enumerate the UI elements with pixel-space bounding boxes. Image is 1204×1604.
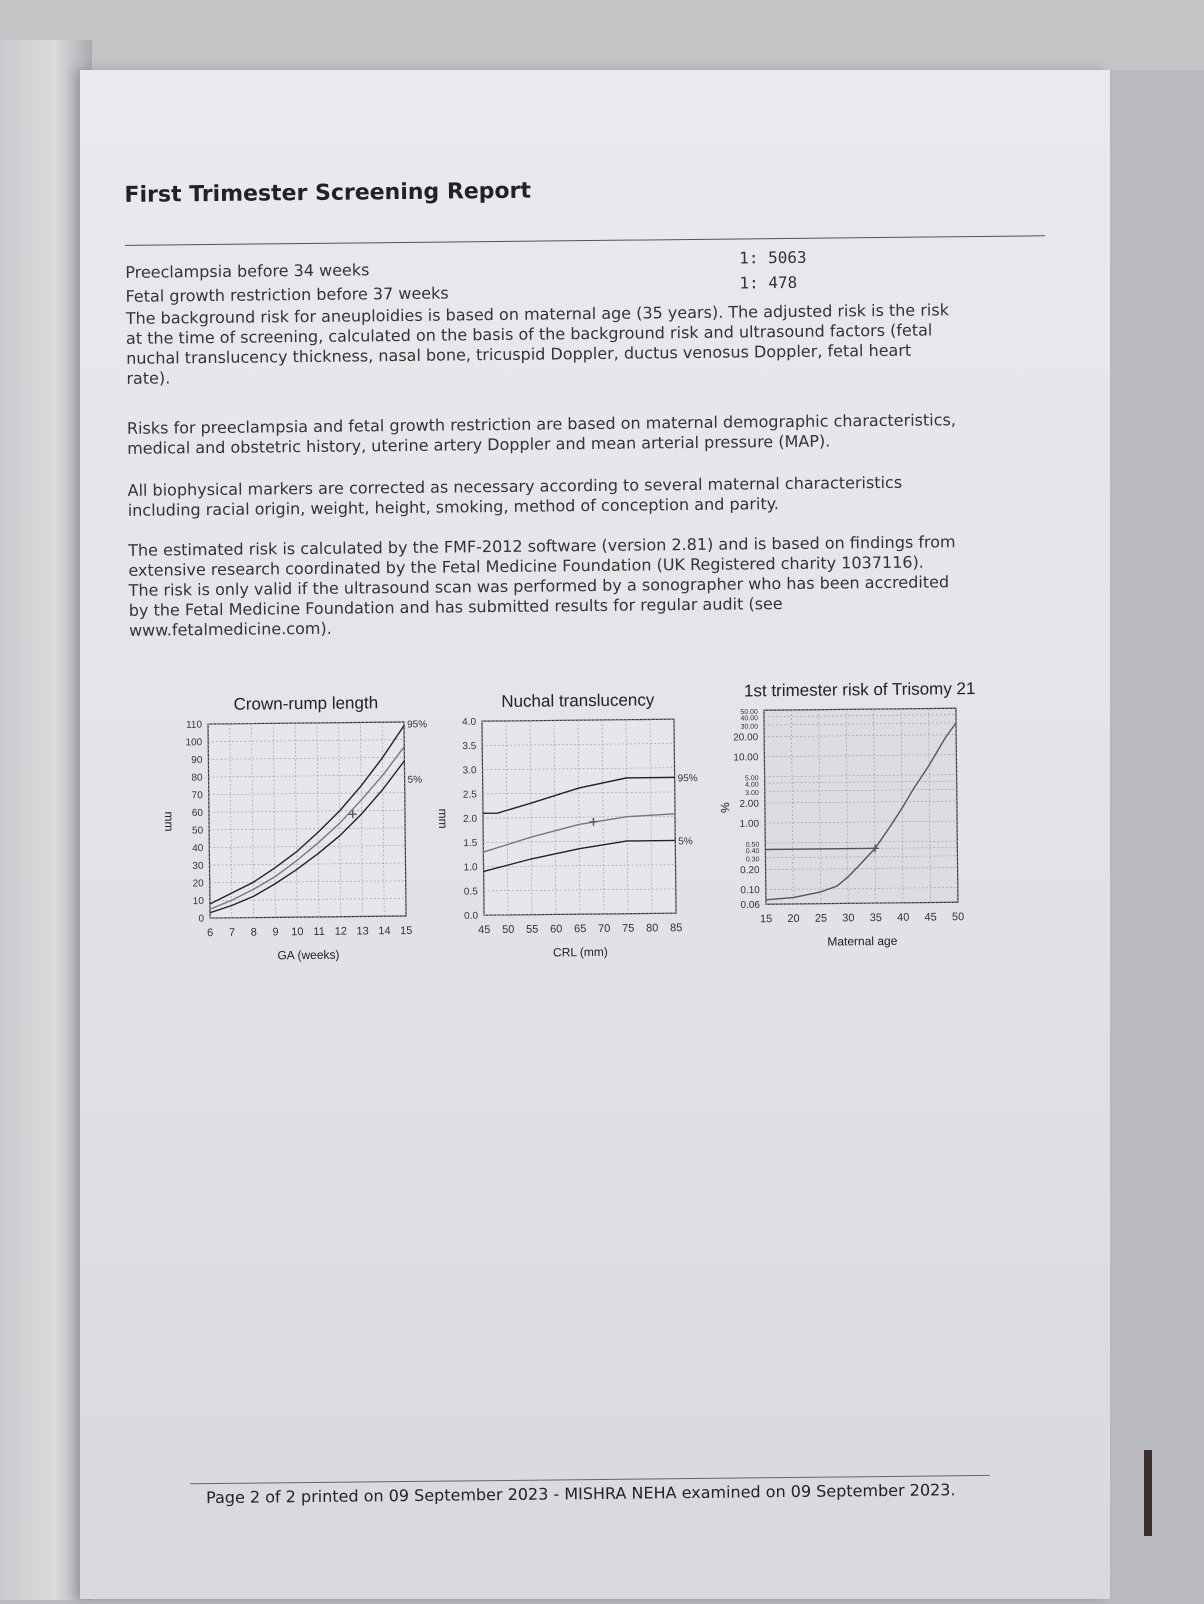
chart-title: Crown-rump length xyxy=(233,693,379,714)
y-tick-label: 4.00 xyxy=(745,781,759,789)
y-tick-label: 5.00 xyxy=(744,775,759,783)
chart-title: Nuchal translucency xyxy=(501,690,655,711)
report-content xyxy=(75,65,1121,1604)
y-tick-label: 100 xyxy=(185,737,203,749)
y-axis-label: % xyxy=(717,802,732,814)
x-tick-label: 11 xyxy=(313,925,325,938)
x-axis-label: Maternal age xyxy=(827,933,898,949)
y-tick-label: 30 xyxy=(192,860,204,872)
y-tick-label: 1.0 xyxy=(463,862,478,874)
y-tick-label: 10 xyxy=(192,895,204,908)
x-tick-label: 20 xyxy=(787,912,800,926)
x-tick-label: 7 xyxy=(228,926,236,939)
risk-label-fgr: Fetal growth restriction before 37 weeks xyxy=(125,283,449,306)
y-tick-label: 1.00 xyxy=(739,818,760,830)
y-tick-label: 0.0 xyxy=(464,910,479,922)
y-tick-label: 0.06 xyxy=(740,899,761,911)
paragraph-preeclampsia-risk: Risks for preeclampsia and fetal growth restriction are based on maternal demographic characteristics, medical and obstetric history, uterine artery Doppler and mean arterial pressure (MAP). xyxy=(126,410,956,458)
x-tick-label: 6 xyxy=(207,927,214,940)
x-tick-label: 75 xyxy=(622,922,635,935)
page-title: First Trimester Screening Report xyxy=(124,178,532,208)
x-tick-label: 65 xyxy=(574,923,587,936)
chart-title: 1st trimester risk of Trisomy 21 xyxy=(743,679,976,701)
y-tick-label: 3.5 xyxy=(462,741,477,753)
binder-edge xyxy=(1144,1450,1152,1536)
y-tick-label: 1.5 xyxy=(463,838,478,850)
x-tick-label: 9 xyxy=(272,926,279,939)
x-tick-label: 50 xyxy=(502,923,515,936)
y-tick-label: 0.10 xyxy=(740,885,760,897)
y-tick-label: 0.50 xyxy=(745,841,760,849)
y-tick-label: 2.5 xyxy=(462,789,477,801)
y-axis-label: mm xyxy=(161,811,177,832)
x-tick-label: 10 xyxy=(291,926,304,939)
risk-value-fgr: 1: 478 xyxy=(739,272,798,293)
y-tick-label: 0.40 xyxy=(745,848,760,856)
y-tick-label: 30.00 xyxy=(740,723,759,731)
y-tick-label: 2.0 xyxy=(463,813,478,825)
y-tick-label: 3.0 xyxy=(462,765,477,777)
x-tick-label: 25 xyxy=(814,912,828,925)
x-tick-label: 60 xyxy=(550,923,563,936)
background-strip xyxy=(0,0,1204,70)
x-tick-label: 8 xyxy=(250,926,257,939)
y-tick-label: 10.00 xyxy=(733,752,759,764)
series-label: 95% xyxy=(406,719,428,731)
y-tick-label: 0.5 xyxy=(463,886,478,898)
x-tick-label: 15 xyxy=(400,924,413,938)
series-label: 5% xyxy=(407,774,423,786)
title-divider xyxy=(125,235,1045,246)
series-label: 5% xyxy=(678,836,693,848)
x-tick-label: 70 xyxy=(598,922,611,935)
x-tick-label: 35 xyxy=(869,912,882,925)
x-tick-label: 50 xyxy=(951,911,965,924)
report-sheet xyxy=(80,70,1110,1599)
y-tick-label: 80 xyxy=(191,772,203,784)
x-tick-label: 85 xyxy=(670,922,683,935)
x-tick-label: 45 xyxy=(478,924,491,937)
y-tick-label: 40 xyxy=(192,843,204,855)
page-footer: Page 2 of 2 printed on 09 September 2023 - MISHRA NEHA examined on 09 September 2023. xyxy=(206,1480,956,1508)
y-tick-label: 50 xyxy=(191,825,204,837)
x-tick-label: 12 xyxy=(334,925,348,938)
chart-trisomy21-risk xyxy=(689,666,976,963)
paragraph-background-risk: The background risk for aneuploidies is based on maternal age (35 years). The adjusted risk is the risk at the time of screening, calculated on the basis of the background risk and ultrasound factors (fetal nuchal translucency thickness, nasal bone, tricuspid Doppler, ductus venosus Doppler, fetal heart rate). xyxy=(125,300,950,388)
y-tick-label: 50.00 xyxy=(740,708,758,716)
y-tick-label: 4.0 xyxy=(462,716,477,728)
x-tick-label: 80 xyxy=(646,922,659,935)
y-tick-label: 40.00 xyxy=(740,715,759,723)
x-tick-label: 45 xyxy=(924,911,937,924)
y-tick-label: 2.00 xyxy=(739,798,759,810)
y-axis-label: mm xyxy=(435,808,451,829)
x-tick-label: 13 xyxy=(356,925,369,938)
paragraph-software: The estimated risk is calculated by the FMF-2012 software (version 2.81) and is based on findings from extensive research coordinated by the Fetal Medicine Foundation (UK Registered charity 1037116). The risk is only valid if the ultrasound scan was performed by a sonographer who has been accredited by the Fetal Medicine Foundation and has submitted results for regular audit (see www.fetalmedicine.com). xyxy=(128,532,956,640)
x-tick-label: 30 xyxy=(842,912,855,925)
y-tick-label: 20.00 xyxy=(733,732,759,744)
y-tick-label: 0.20 xyxy=(740,865,760,877)
y-tick-label: 90 xyxy=(191,754,203,767)
chart-nuchal-translucency xyxy=(412,675,698,972)
x-axis-label: CRL (mm) xyxy=(552,944,608,960)
plot-area xyxy=(208,722,406,918)
y-tick-label: 110 xyxy=(186,719,203,731)
series-label: 95% xyxy=(677,773,698,785)
y-tick-label: 20 xyxy=(192,878,204,890)
paragraph-biophysical-markers: All biophysical markers are corrected as necessary according to several maternal characteristics including racial origin, weight, height, smoking, method of conception and parity. xyxy=(127,472,903,520)
x-tick-label: 14 xyxy=(378,925,391,938)
risk-value-preeclampsia: 1: 5063 xyxy=(739,247,807,268)
x-tick-label: 55 xyxy=(526,923,539,936)
y-tick-label: 70 xyxy=(191,790,203,802)
x-tick-label: 15 xyxy=(759,913,773,926)
x-tick-label: 40 xyxy=(897,911,910,924)
x-axis-label: GA (weeks) xyxy=(277,947,340,963)
risk-label-preeclampsia: Preeclampsia before 34 weeks xyxy=(125,260,370,282)
y-tick-label: 3.00 xyxy=(745,789,759,798)
y-tick-label: 0 xyxy=(198,913,205,925)
y-tick-label: 60 xyxy=(191,807,204,819)
y-tick-label: 0.30 xyxy=(745,856,760,864)
chart-crown-rump-length xyxy=(140,682,428,979)
